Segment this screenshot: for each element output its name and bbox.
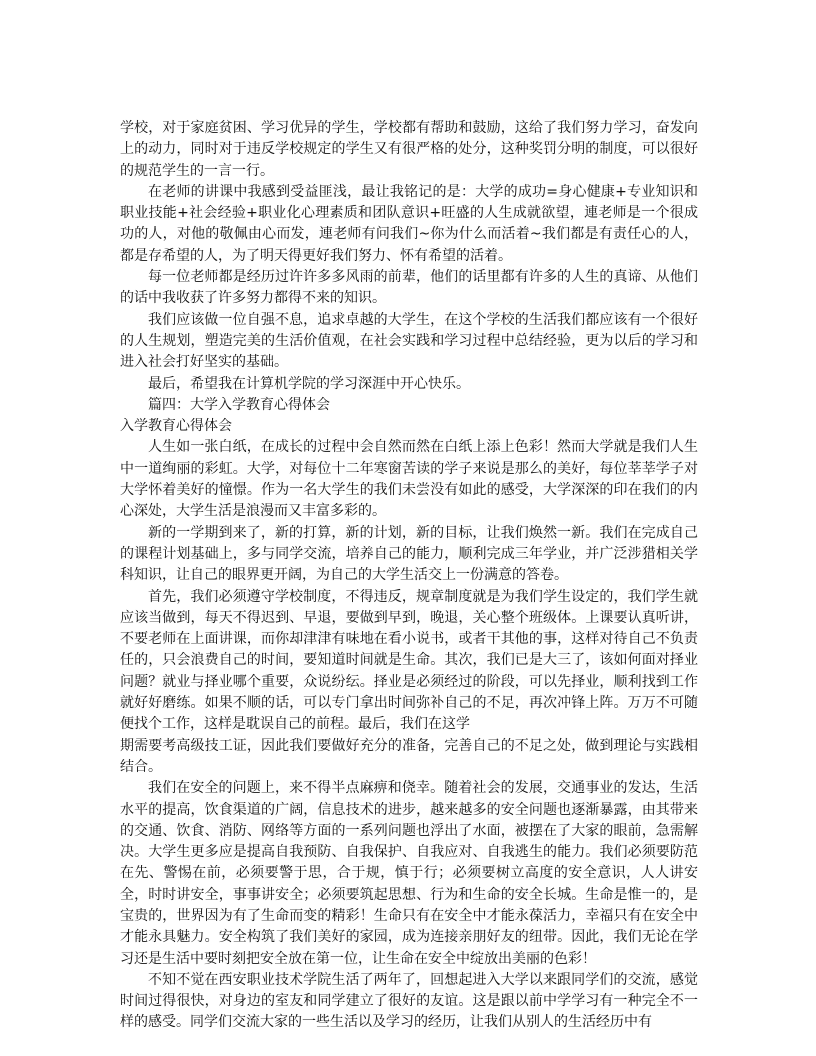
paragraph-two-years: 不知不觉在西安职业技术学院生活了两年了，回想起进入大学以来跟同学们的交流，感觉时间过得很快，对身边的室友和同学建立了很好的友谊。这是跟以前中学学习有一种完全不一样的感受。同学们交流大家的一些生活以及学习的经历，让我们从别人的生活经历中有 [120,971,698,1031]
paragraph-certificate: 期需要考高级技工证，因此我们要做好充分的准备，完善自己的不足之处，做到理论与实践相结合。 [120,737,698,775]
document-page [120,118,698,1034]
paragraph-self-improvement: 我们应该做一位自强不息，追求卓越的大学生，在这个学校的生活我们都应该有一个很好的人生规划，塑造完美的生活价值观，在社会实践和学习过程中总结经验，更为以后的学习和进入社会打好坚实的基础。 [120,311,698,371]
paragraph-school-support: 学校，对于家庭贫困、学习优异的学生，学校都有帮助和鼓励，这给了我们努力学习，奋发向上的动力，同时对于违反学校规定的学生又有很严格的处分，这种奖罚分明的制度，可以很好的规范学生的一言一行。 [120,120,698,179]
paragraph-new-semester: 新的一学期到来了，新的打算，新的计划，新的目标，让我们焕然一新。我们在完成自己的课程计划基础上，多与同学交流，培养自己的能力，顺利完成三年学业，并广泛涉猎相关学科知识，让自己的眼界更开阔，为自己的大学生活交上一份满意的答卷。 [120,524,698,584]
section-heading-part-four: 篇四：大学入学教育心得体会 [148,396,330,413]
paragraph-safety: 我们在安全的问题上，来不得半点麻痹和侥幸。随着社会的发展，交通事业的发达，生活水平的提高，饮食渠道的广阔，信息技术的进步，越来越多的安全问题也逐渐暴露，由其带来的交通、饮食、消防、网络等方面的一系列问题也浮出了水面，被摆在了大家的眼前，急需解决。大学生更多应是提高自我预防、自我保护、自我应对、自我逃生的能力。我们必须要防范在先、警惕在前，必须要警于思，合于规，慎于行；必须要树立高度的安全意识，人人讲安全，时时讲安全，事事讲安全；必须要筑起思想、行为和生命的安全长城。生命是惟一的，是宝贵的，世界因为有了生命而变的精彩！生命只有在安全中才能永葆活力，幸福只有在安全中才能永具魅力。安全构筑了我们美好的家园，成为连接亲朋好友的纽带。因此，我们无论在学习还是生活中要时刻把安全放在第一位，让生命在安全中绽放出美丽的色彩！ [120,780,698,967]
paragraph-teacher-lecture: 在老师的讲课中我感到受益匪浅，最让我铭记的是：大学的成功=身心健康+专业知识和职业技能+社会经验+职业化心理素质和团队意识+旺盛的人生成就欲望，連老师是一个很成功的人，对他的敬佩由心而发，連老师有问我们~你为什么而活着~我们都是有责任心的人，都是存希望的人，为了明天得更好我们努力、怀有希望的活着。 [120,183,698,264]
section-subtitle: 入学教育心得体会 [120,418,232,435]
paragraph-life-white-paper: 人生如一张白纸，在成长的过程中会自然而然在白纸上添上色彩！然而大学就是我们人生中一道绚丽的彩虹。大学，对每位十二年寒窗苦读的学子来说是那么的美好，每位莘莘学子对大学怀着美好的憧憬。作为一名大学生的我们未尝没有如此的感受，大学深深的印在我们的内心深处，大学生活是浪漫而又丰富多彩的。 [120,439,698,520]
paragraph-school-rules: 首先，我们必须遵守学校制度，不得违反，规章制度就是为我们学生设定的，我们学生就应该当做到，每天不得迟到、早退，要做到早到，晚退，关心整个班级体。上课要认真听讲，不要老师在上面讲课，而你却津津有味地在看小说书，或者干其他的事，这样对待自己不负责任的，只会浪费自己的时间，要知道时间就是生命。其次，我们已是大三了，该如何面对择业问题？就业与择业哪个重要，众说纷纭。择业是必须经过的阶段，可以先择业，顺利找到工作就好好磨练。如果不顺的话，可以专门拿出时间弥补自己的不足，再次冲锋上阵。万万不可随便找个工作，这样是耽误自己的前程。最后，我们在这学 [120,588,698,733]
paragraph-teacher-experience: 每一位老师都是经历过许许多多风雨的前辈，他们的话里都有许多的人生的真谛、从他们的话中我收获了许多努力都得不来的知识。 [120,269,698,307]
paragraph-closing-wish: 最后，希望我在计算机学院的学习深涯中开心快乐。 [148,375,470,392]
